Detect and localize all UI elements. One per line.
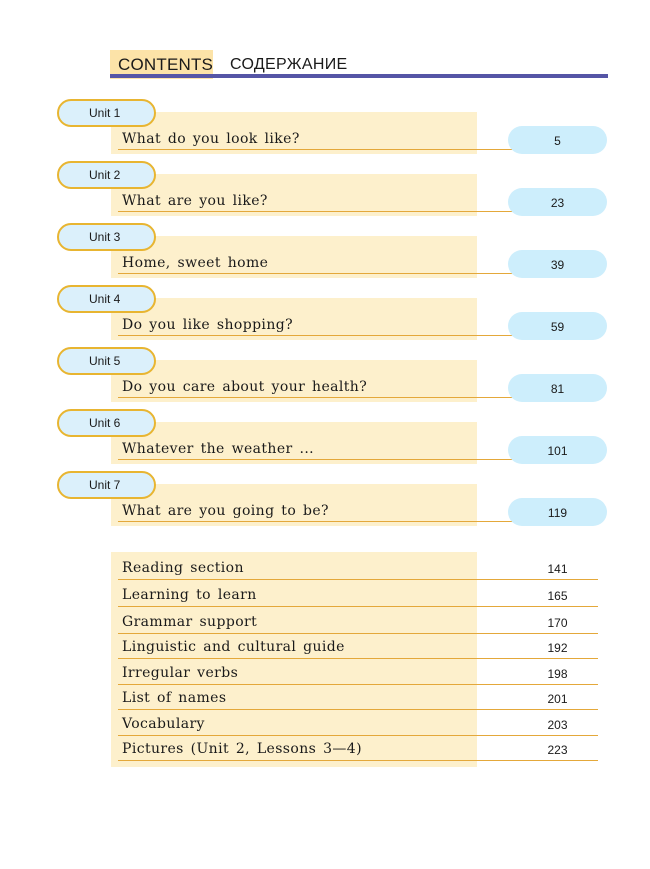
unit-entry[interactable] bbox=[0, 347, 650, 409]
appendix-title[interactable]: Irregular verbs bbox=[122, 665, 239, 681]
unit-label: Unit 5 bbox=[89, 354, 121, 368]
unit-badge bbox=[57, 99, 156, 127]
page-number-badge bbox=[508, 436, 607, 464]
page-number[interactable]: 198 bbox=[547, 667, 568, 681]
appendix-title[interactable]: Linguistic and cultural guide bbox=[122, 639, 345, 655]
appendix-title[interactable]: Grammar support bbox=[122, 614, 258, 630]
unit-entry[interactable] bbox=[0, 409, 650, 471]
unit-entry[interactable] bbox=[0, 471, 650, 533]
unit-label: Unit 3 bbox=[89, 230, 121, 244]
unit-label: Unit 2 bbox=[89, 168, 121, 182]
appendix-entry[interactable] bbox=[0, 614, 650, 640]
page-number-badge bbox=[508, 188, 607, 216]
unit-entry[interactable] bbox=[0, 99, 650, 161]
unit-title[interactable]: What are you like? bbox=[122, 193, 268, 209]
appendix-entry[interactable] bbox=[0, 716, 650, 742]
page-number[interactable]: 165 bbox=[547, 589, 568, 603]
appendix-entry[interactable] bbox=[0, 560, 650, 586]
contents-title: CONTENTS bbox=[118, 55, 214, 74]
divider bbox=[118, 684, 598, 685]
appendix-entry[interactable] bbox=[0, 665, 650, 691]
unit-badge bbox=[57, 347, 156, 375]
divider bbox=[118, 760, 598, 761]
header-rule bbox=[110, 74, 608, 78]
divider bbox=[118, 579, 598, 580]
unit-label: Unit 1 bbox=[89, 106, 121, 120]
unit-title[interactable]: What are you going to be? bbox=[122, 503, 329, 519]
appendix-title[interactable]: List of names bbox=[122, 690, 227, 706]
unit-title[interactable]: Home, sweet home bbox=[122, 255, 269, 271]
contents-title-russian: СОДЕРЖАНИЕ bbox=[230, 56, 348, 73]
page-number-badge bbox=[508, 374, 607, 402]
unit-badge bbox=[57, 161, 156, 189]
unit-badge bbox=[57, 223, 156, 251]
page-number[interactable]: 59 bbox=[550, 320, 565, 334]
page-number[interactable]: 192 bbox=[547, 641, 568, 655]
page-number[interactable]: 119 bbox=[547, 506, 568, 520]
page-number-badge bbox=[508, 250, 607, 278]
unit-entry[interactable] bbox=[0, 223, 650, 285]
unit-badge bbox=[57, 409, 156, 437]
divider bbox=[118, 633, 598, 634]
page-number[interactable]: 81 bbox=[550, 382, 565, 396]
page-number[interactable]: 39 bbox=[550, 258, 565, 272]
unit-entry[interactable] bbox=[0, 285, 650, 347]
unit-title[interactable]: Do you care about your health? bbox=[122, 379, 368, 395]
unit-title[interactable]: Do you like shopping? bbox=[122, 317, 293, 333]
appendix-title[interactable]: Pictures (Unit 2, Lessons 3—4) bbox=[122, 741, 362, 757]
page-number-badge bbox=[508, 498, 607, 526]
unit-label: Unit 6 bbox=[89, 416, 121, 430]
unit-badge bbox=[57, 471, 156, 499]
appendix-title[interactable]: Reading section bbox=[122, 560, 244, 576]
unit-title[interactable]: What do you look like? bbox=[122, 131, 300, 147]
page-number-badge bbox=[508, 312, 607, 340]
appendix-entry[interactable] bbox=[0, 639, 650, 665]
page-number[interactable]: 23 bbox=[550, 196, 565, 210]
appendix-entry[interactable] bbox=[0, 741, 650, 767]
appendix-title[interactable]: Vocabulary bbox=[122, 716, 205, 732]
contents-header bbox=[110, 50, 608, 80]
appendix-entry[interactable] bbox=[0, 587, 650, 613]
unit-label: Unit 7 bbox=[89, 478, 121, 492]
divider bbox=[118, 735, 598, 736]
unit-title[interactable]: Whatever the weather ... bbox=[122, 441, 315, 457]
page-number-badge bbox=[508, 126, 607, 154]
unit-badge bbox=[57, 285, 156, 313]
page-number[interactable]: 5 bbox=[554, 134, 561, 148]
unit-label: Unit 4 bbox=[89, 292, 121, 306]
divider bbox=[118, 709, 598, 710]
page-number[interactable]: 101 bbox=[547, 444, 568, 458]
divider bbox=[118, 658, 598, 659]
appendix-title[interactable]: Learning to learn bbox=[122, 587, 257, 603]
page-number[interactable]: 170 bbox=[547, 616, 568, 630]
divider bbox=[118, 606, 598, 607]
page-number[interactable]: 203 bbox=[547, 718, 568, 732]
page-number[interactable]: 223 bbox=[547, 743, 568, 757]
page-number[interactable]: 141 bbox=[547, 562, 568, 576]
page-number[interactable]: 201 bbox=[547, 692, 568, 706]
unit-entry[interactable] bbox=[0, 161, 650, 223]
appendix-entry[interactable] bbox=[0, 690, 650, 716]
